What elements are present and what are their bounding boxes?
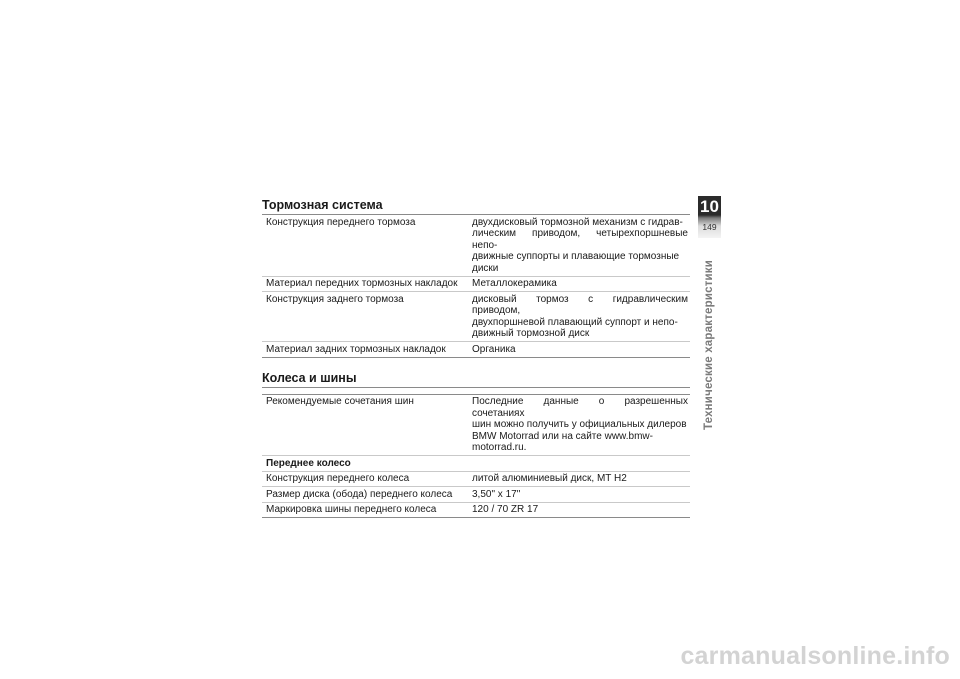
wheels-section-title: Колеса и шины [262,369,690,388]
table-row [262,503,690,519]
table-row [262,487,690,503]
spec-content [262,196,690,518]
row-value: 120 / 70 ZR 17 [472,504,539,515]
chapter-side-title: Технические характеристики [703,259,715,431]
row-label: Размер диска (обода) переднего колеса [266,488,453,500]
page-number: 149 [702,222,717,232]
row-label: Конструкция переднего тормоза [266,216,416,228]
table-row [262,215,690,277]
table-row [262,292,690,342]
front-wheel-heading: Переднее колесо [262,456,690,472]
row-value: литой алюминиевый диск, MT H2 [472,473,627,484]
brakes-section-title: Тормозная система [262,196,690,215]
table-row [262,277,690,293]
row-value: 3,50" x 17" [472,488,521,500]
row-value: Металлокерамика [472,278,557,289]
row-value: Последние данные о разрешенных сочетаниях шин можно получить у официальных дилеров BMW Motorrad или на сайте www.bmw- motorrad.ru. [472,396,688,453]
table-row [262,394,690,457]
table-row [262,472,690,488]
row-label: Конструкция заднего тормоза [266,293,404,305]
row-label: Конструкция переднего колеса [266,473,410,484]
table-row [262,342,690,358]
chapter-number: 10 [700,197,719,216]
row-value: дисковый тормоз с гидравлическим приводом, двухпоршневой плавающий суппорт и непо- движный тормозной диск [472,293,688,339]
row-value: Органика [472,343,516,355]
row-label: Рекомендуемые сочетания шин [266,396,414,407]
row-label: Материал передних тормозных накладок [266,278,458,289]
row-label: Маркировка шины переднего колеса [266,504,437,515]
watermark: carmanualsonline.info [680,642,950,670]
chapter-tab [698,196,721,238]
row-label: Материал задних тормозных накладок [266,343,446,355]
row-value: двухдисковый тормозной механизм с гидрав- лическим приводом, четырехпоршневые непо- движные суппорты и плавающие тормозные диски [472,216,688,274]
